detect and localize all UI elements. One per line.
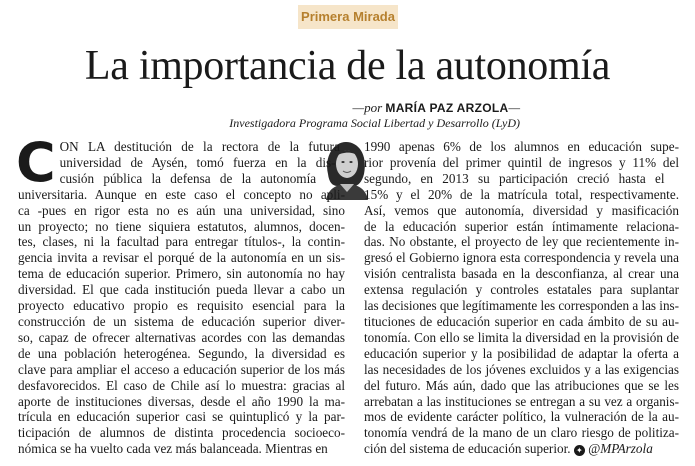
drop-cap: C [16, 131, 56, 194]
article-text-line: visión centralista basada en la desconfianza, al crear una [364, 266, 679, 282]
headline: La importancia de la autonomía [84, 43, 611, 89]
article-text-line: del futuro. Más aún, dado que las atribuciones que se les [364, 377, 679, 393]
article-text-line: das. No obstante, el proyecto de ley que recientemente in- [364, 234, 679, 250]
article-column-2 [364, 139, 679, 457]
article-text-line: gencia invita a revisar el porqué de la autonomía en un sis- [18, 250, 345, 266]
byline-suffix: — [508, 100, 520, 115]
article-text-line: un proyecto; no tiene siquiera estatutos, alumnos, docen- [18, 218, 345, 234]
article-text-line: extensa regulación y controles estatales para suplantar [364, 282, 679, 298]
article-text-line: tes, clases, ni la facultad para entregar títulos-, la contin- [18, 234, 345, 250]
article-text-line: cusión pública la defensa de la autonomía [59, 170, 317, 186]
article-text-line: ción del sistema de educación superior. [364, 441, 571, 457]
article-text-line: 15% y el 20% de la matrícula total, respectivamente. [364, 186, 679, 202]
article-text-line: desfavorecidos. El caso de Chile así lo muestra: gracias al [18, 377, 345, 393]
byline-prefix: —por [352, 100, 386, 115]
article-text-line: aporte de instituciones diversas, desde el año 1990 la ma- [18, 393, 345, 409]
closing-line [364, 441, 679, 457]
article-text-line: 1990 apenas 6% de los alumnos en educación supe- [364, 139, 679, 154]
byline-author-line [229, 100, 520, 116]
article-text-line: tituciones de educación superior en cada ámbito de su au- [364, 313, 679, 329]
article-text-line: construcción de un sistema de educación superior diver- [18, 313, 345, 329]
article-text-line: clave para ampliar el acceso a educación superior de los más [18, 361, 345, 377]
article-text-line: universidad de Aysén, tomó fuerza en la dis- [59, 154, 336, 170]
article-text-line: proyecto educativo propio es requisito esencial para la [18, 298, 345, 314]
article-text-line: tonomía. Con ello se limita la diversidad en la provisión de [364, 329, 679, 345]
article-text-line: universitaria. Aunque en este caso el concepto no apli- [18, 186, 345, 202]
article-text-line: diversidad. El que cada institución pueda llevar a cabo un [18, 282, 345, 298]
article-text-line: ticipación de alumnos de distinta procedencia socioeco- [18, 425, 345, 441]
article-column-1 [16, 131, 345, 457]
article-text-line: segundo, en 2013 su participación creció hasta el [364, 170, 665, 186]
article-text-line: tema de educación superior. Primero, sin autonomía no hay [18, 266, 345, 282]
article-text-line: Así, vemos que autonomía, diversidad y masificación [364, 202, 679, 218]
article-text-line: so, capaz de ofrecer alternativas acordes con las demandas [18, 329, 345, 345]
article-text-line: mos de evidente carácter político, la vulneración de la au- [364, 409, 679, 425]
article-text-line: ca -pues en rigor esta no es aún una universidad, sino [18, 202, 345, 218]
twitter-handle[interactable]: @MPArzola [588, 441, 653, 457]
article-text-line: arrebatan a las instituciones se entregan a su vez a organis- [364, 393, 679, 409]
twitter-icon: ✦ [574, 445, 585, 456]
section-tag: Primera Mirada [298, 5, 398, 29]
article-text-line: las necesidades de los jóvenes excluidos y a las exigencias [364, 361, 679, 377]
article-text-line: las decisiones que legítimamente les corresponden a las ins- [364, 298, 679, 314]
article-text-line: educación superior y la posibilidad de adaptar la oferta a [364, 345, 679, 361]
article-text-line: de la educación superior están íntimamente relaciona- [364, 218, 679, 234]
byline [229, 100, 520, 131]
author-name: MARÍA PAZ ARZOLA [385, 101, 509, 115]
author-role: Investigadora Programa Social Libertad y Desarrollo (LyD) [229, 116, 520, 130]
article-text-line: de una población heterogénea. Segundo, la diversidad es [18, 345, 345, 361]
article-text-line: nómica se ha vuelto cada vez más balanceada. Mientras en [18, 441, 328, 457]
article-text-line: tonomía vendrá de la mano de un claro riesgo de politiza- [364, 425, 679, 441]
article-text-line: trícula en educación superior casi se quintuplicó y la par- [18, 409, 345, 425]
article-text-line: ON LA destitución de la rectora de la futura [59, 139, 340, 154]
article-text-line: rior provenía del primer quintil de ingresos y 11% del [364, 154, 679, 170]
article-text-line: gresó el Gobierno ignora esta correspondencia y revela una [364, 250, 679, 266]
